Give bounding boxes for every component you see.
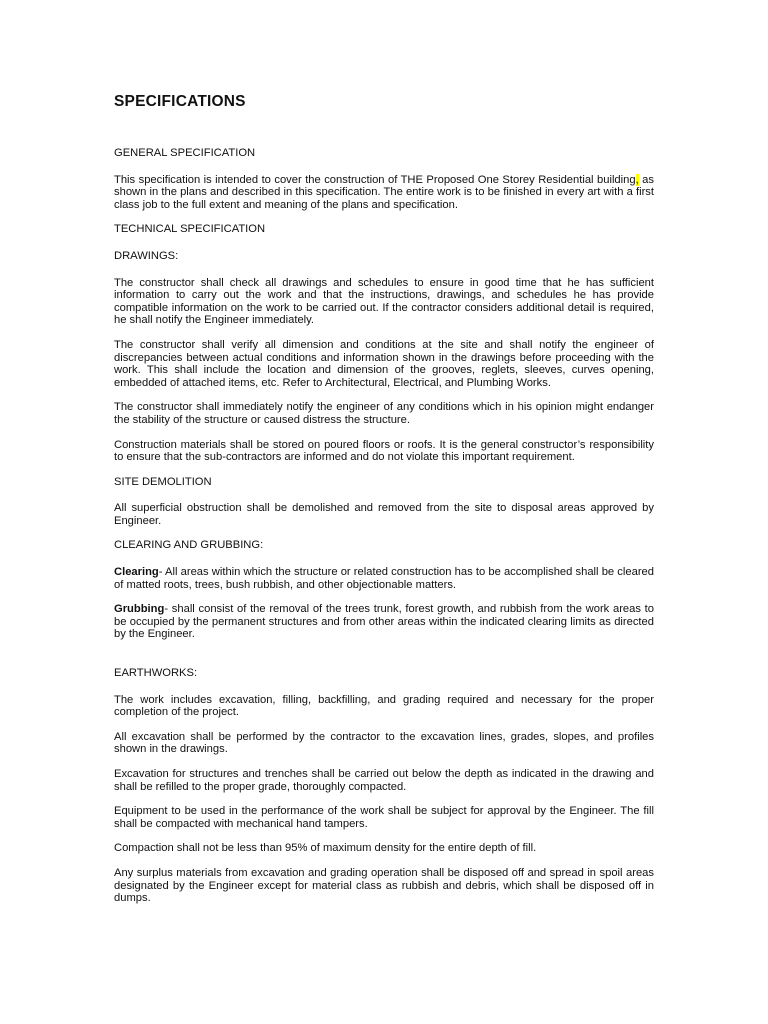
document-body <box>114 147 654 905</box>
heading-site-demolition: SITE DEMOLITION <box>114 475 212 488</box>
paragraph-earthworks-4: Equipment to be used in the performance of the work shall be subject for approval by the Engineer. The fill shall be compacted with mechanical hand tampers. <box>114 805 654 830</box>
paragraph-site-demolition: All superficial obstruction shall be demolished and removed from the site to disposal areas approved by Engineer. <box>114 502 654 527</box>
heading-earthworks: EARTHWORKS: <box>114 667 198 680</box>
paragraph-drawings-1: The constructor shall check all drawings and schedules to ensure in good time that he has sufficient information to carry out the work and that the instructions, drawings, and schedules he has provide compatible information on the work to be carried out. If the contractor considers additional detail is required, he shall notify the Engineer immediately. <box>114 276 654 327</box>
page-title: SPECIFICATIONS <box>114 93 246 110</box>
term-grubbing: Grubbing <box>114 603 165 616</box>
heading-technical-specification: TECHNICAL SPECIFICATION <box>114 223 266 236</box>
highlight-mark: , <box>635 173 639 186</box>
paragraph-earthworks-6: Any surplus materials from excavation and grading operation shall be disposed off and spread in spoil areas designated by the Engineer except for material class as rubbish and debris, which shall be disposed off in dumps. <box>114 866 654 905</box>
paragraph-general: This specification is intended to cover the construction of THE Proposed One Storey Residential building, as shown in the plans and described in this specification. The entire work is to be finished in every art with a first class job to the full extent and meaning of the plans and specification. <box>114 173 654 211</box>
paragraph-earthworks-3: Excavation for structures and trenches shall be carried out below the depth as indicated in the drawing and shall be refilled to the proper grade, thoroughly compacted. <box>114 768 654 793</box>
heading-drawings: DRAWINGS: <box>114 249 179 262</box>
paragraph-drawings-3: The constructor shall immediately notify the engineer of any conditions which in his opinion might endanger the stability of the structure or caused distress the structure. <box>114 401 654 426</box>
paragraph-clearing: Clearing- All areas within which the structure or related construction has to be accomplished shall be cleared of matted roots, trees, bush rubbish, and other objectionable matters. <box>114 566 654 591</box>
paragraph-drawings-4: Construction materials shall be stored on poured floors or roofs. It is the general constructor’s responsibility to ensure that the sub-contractors are informed and do not violate this important requirement. <box>114 438 654 464</box>
paragraph-grubbing: Grubbing- shall consist of the removal of the trees trunk, forest growth, and rubbish from the work areas to be occupied by the permanent structures and from other areas within the indicated clearing limits as directed by the Engineer. <box>114 603 654 641</box>
paragraph-earthworks-5: Compaction shall not be less than 95% of maximum density for the entire depth of fill. <box>114 842 537 855</box>
paragraph-earthworks-1: The work includes excavation, filling, backfilling, and grading required and necessary for the proper completion of the project. <box>114 693 654 719</box>
heading-general-specification: GENERAL SPECIFICATION <box>114 147 256 159</box>
heading-clearing-and-grubbing: CLEARING AND GRUBBING: <box>114 539 264 552</box>
paragraph-earthworks-2: All excavation shall be performed by the contractor to the excavation lines, grades, slopes, and profiles shown in the drawings. <box>114 730 654 756</box>
term-clearing: Clearing <box>114 566 159 579</box>
paragraph-drawings-2: The constructor shall verify all dimension and conditions at the site and shall notify the engineer of discrepancies between actual conditions and information shown in the drawings before proceeding with the work. This shall include the location and dimension of the grooves, reglets, sleeves, curves opening, embedded of attached items, etc. Refer to Architectural, Electrical, and Plumbing Works. <box>114 338 654 389</box>
